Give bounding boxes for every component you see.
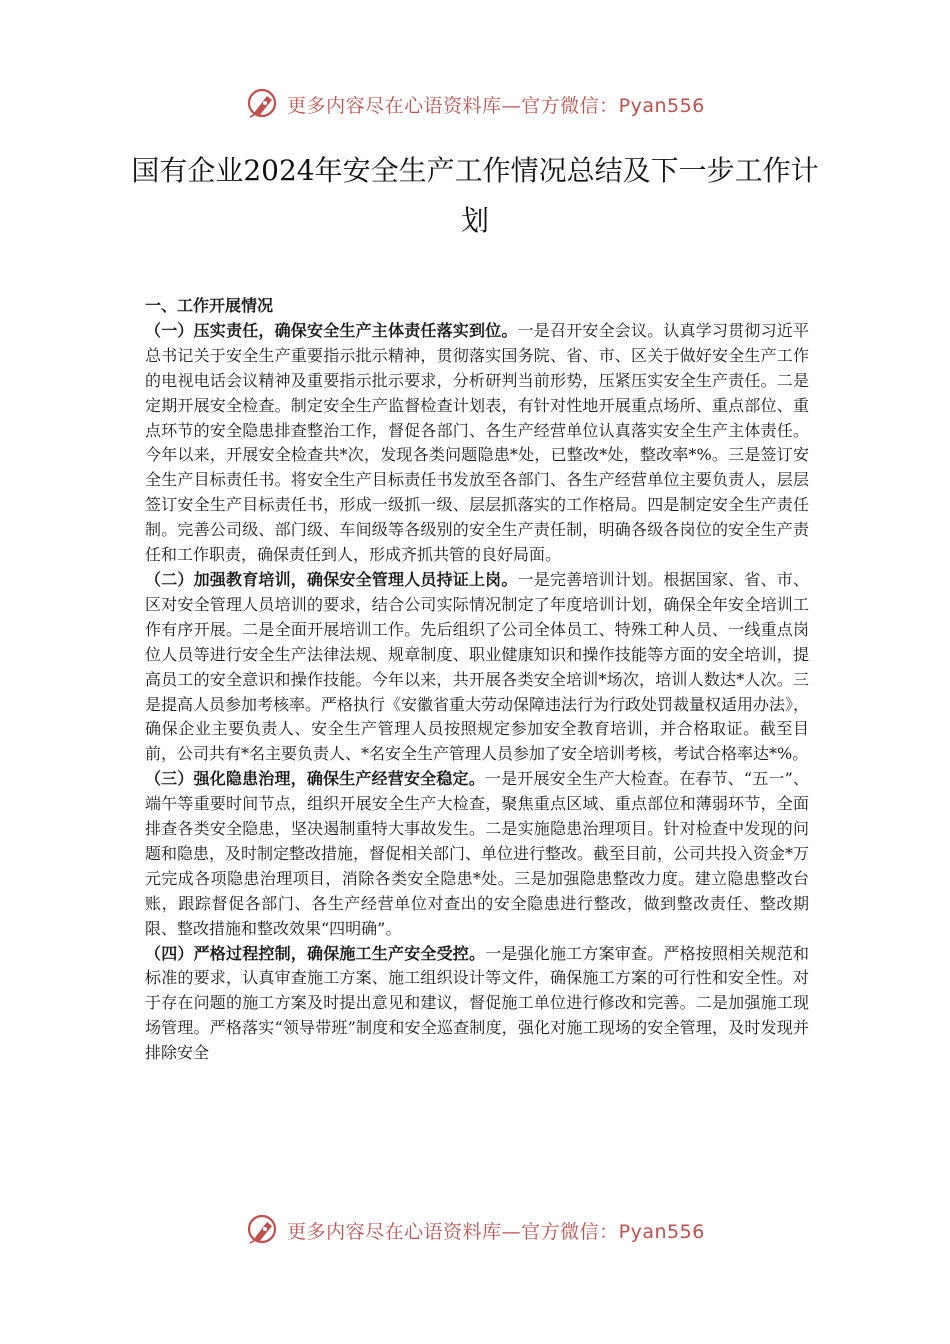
paragraph-lead: （二）加强教育培训，确保安全管理人员持证上岗。 [145,569,518,589]
paragraph-lead: （四）严格过程控制，确保施工生产安全受控。 [145,943,486,963]
paragraph-lead: （三）强化隐患治理，确保生产经营安全稳定。 [145,769,485,789]
document-body [145,294,809,1066]
banner-text: 更多内容尽在心语资料库—官方微信：Pyan556 [287,1220,705,1243]
banner-handle: Pyan556 [618,94,705,117]
paragraph-text: 一是完善培训计划。根据国家、省、市、区对安全管理人员培训的要求，结合公司实际情况制定了年度培训计划，确保全年安全培训工作有序开展。二是全面开展培训工作。先后组织了公司全体员工、特殊工种人员、一线重点岗位人员等进行安全生产法律法规、规章制度、职业健康知识和操作技能等方面的安全培训，提高员工的安全意识和操作技能。今年以来，共开展各类安全培训*场次，培训人数达*人次。三是提高人员参加考核率。严格执行《安徽省重大劳动保障违法行为行政处罚裁量权适用办法》，确保企业主要负责人、安全生产管理人员按照规定参加安全教育培训，并合格取证。截至目前，公司共有*名主要负责人、*名安全生产管理人员参加了安全培训考核，考试合格率达*%。 [145,569,810,764]
document-title: 国有企业2024年安全生产工作情况总结及下一步工作计划 [131,154,819,237]
section-heading: 一、工作开展情况 [145,296,274,315]
header-watermark-banner [0,82,950,126]
paragraph-2 [145,568,809,767]
paragraph-lead: （一）压实责任，确保安全生产主体责任落实到位。 [145,320,518,340]
paragraph-4 [145,942,809,1067]
banner-text: 更多内容尽在心语资料库—官方微信：Pyan556 [287,94,705,117]
paragraph-text: 一是开展安全生产大检查。在春节、“五一”、端午等重要时间节点，组织开展安全生产大检查，聚焦重点区域、重点部位和薄弱环节，全面排查各类安全隐患，坚决遏制重特大事故发生。二是实施隐患治理项目。针对检查中发现的问题和隐患，及时制定整改措施，督促相关部门、单位进行整改。截至目前，公司共投入资金*万元完成各项隐患治理项目，消除各类安全隐患*处。三是加强隐患整改力度。建立隐患整改台账，跟踪督促各部门、各生产经营单位对查出的安全隐患进行整改，做到整改责任、整改期限、整改措施和整改效果“四明确”。 [145,769,810,938]
footer-watermark-banner [0,1208,950,1252]
paragraph-1 [145,319,809,568]
paragraph-3 [145,767,809,941]
pen-nib-icon [245,1212,281,1248]
paragraph-text: 一是强化施工方案审查。严格按照相关规范和标准的要求，认真审查施工方案、施工组织设计等文件，确保施工方案的可行性和安全性。对于存在问题的施工方案及时提出意见和建议，督促施工单位进行修改和完善。二是加强施工现场管理。严格落实“领导带班”制度和安全巡查制度，强化对施工现场的安全管理，及时发现并排除安全 [145,943,809,1063]
banner-handle: Pyan556 [618,1220,705,1243]
paragraph-text: 一是召开安全会议。认真学习贯彻习近平总书记关于安全生产重要指示批示精神，贯彻落实国务院、省、市、区关于做好安全生产工作的电视电话会议精神及重要指示批示要求，分析研判当前形势，压紧压实安全生产责任。二是定期开展安全检查。制定安全生产监督检查计划表，有针对性地开展重点场所、重点部位、重点环节的安全隐患排查整治工作，督促各部门、各生产经营单位认真落实安全生产主体责任。今年以来，开展安全检查共*次，发现各类问题隐患*处，已整改*处，整改率*%。三是签订安全生产目标责任书。将安全生产目标责任书发放至各部门、各生产经营单位主要负责人，层层签订安全生产目标责任书，形成一级抓一级、层层抓落实的工作格局。四是制定安全生产责任制。完善公司级、部门级、车间级等各级别的安全生产责任制，明确各级各岗位的安全生产责任和工作职责，确保责任到人，形成齐抓共管的良好局面。 [145,320,809,565]
pen-nib-icon [245,86,281,122]
